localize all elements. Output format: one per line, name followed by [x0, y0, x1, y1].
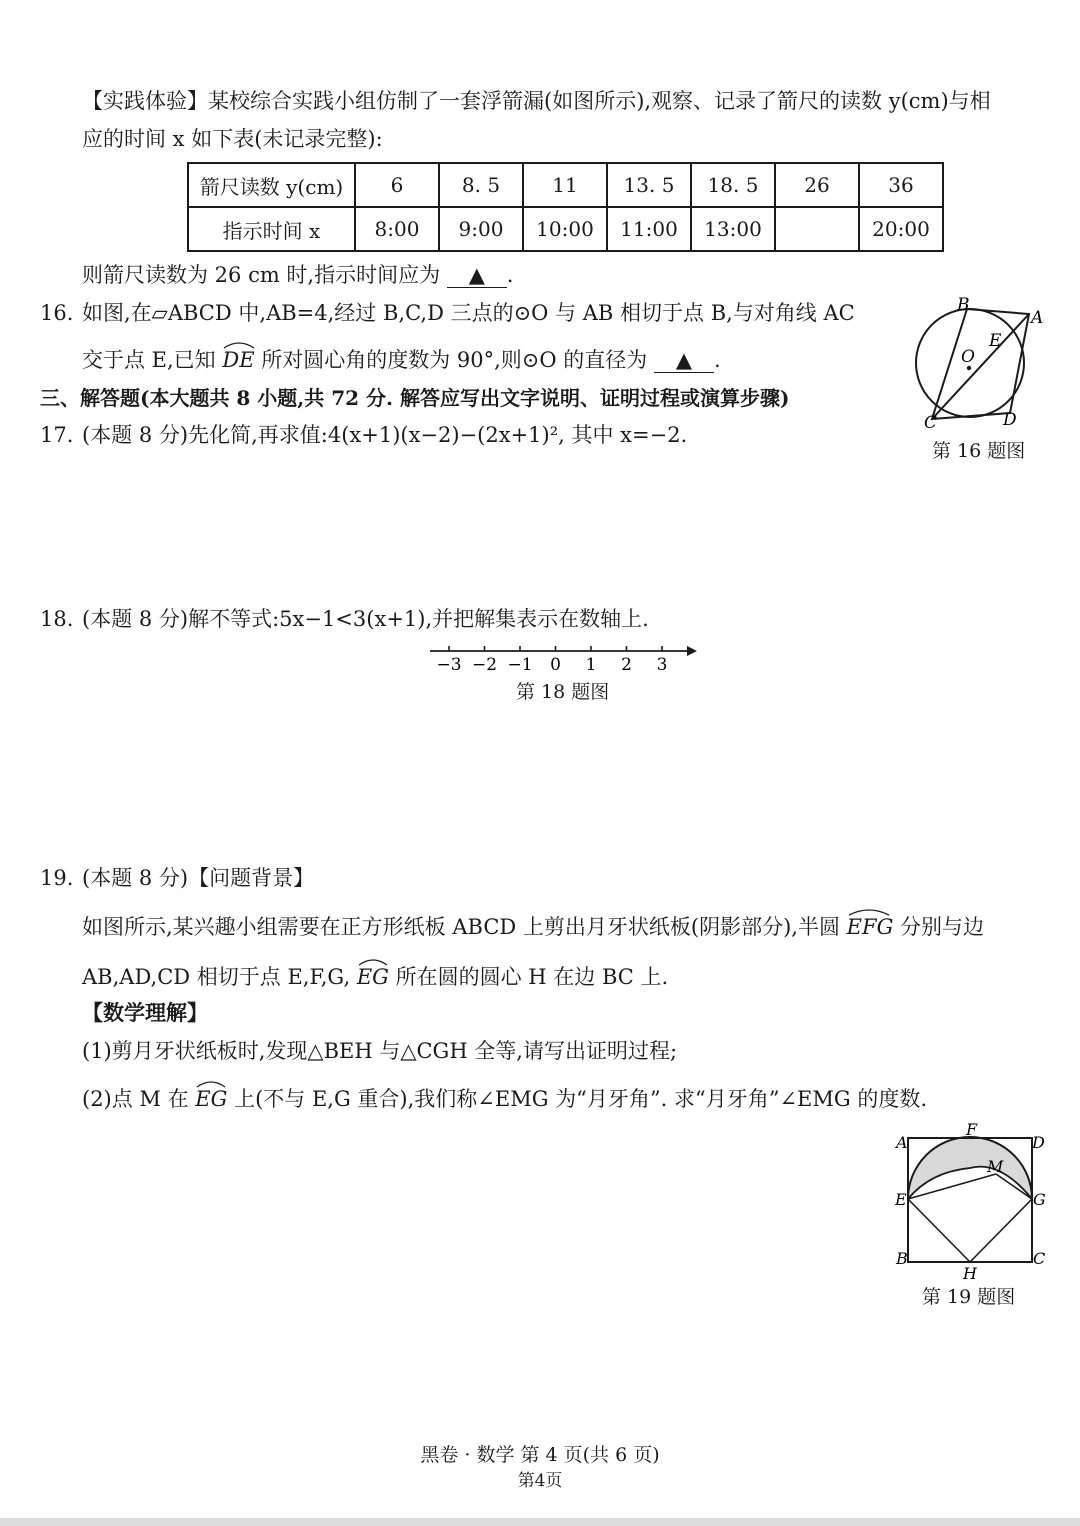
number-line-tick-label: −3 [436, 655, 462, 675]
label-e: E [989, 331, 1002, 351]
q16-caption: 第 16 题图 [932, 440, 1026, 462]
q19-number: 19. [40, 866, 74, 890]
q19-part2-post: 上(不与 E,G 重合),我们称∠EMG 为“月牙角”. 求“月牙角”∠EMG 的度数. [234, 1087, 928, 1111]
arc-text: DE [222, 348, 255, 372]
table-cell [775, 207, 859, 251]
number-line-tick-label: 1 [585, 655, 597, 675]
label-d: D [1032, 1133, 1045, 1152]
q19-para2 [82, 962, 668, 992]
q19-subsection: 【数学理解】 [82, 1000, 208, 1025]
table-cell: 20:00 [859, 207, 943, 251]
table-cell: 13. 5 [607, 163, 691, 207]
label-m: M [987, 1157, 1004, 1176]
practice-intro-line2: 应的时间 x 如下表(未记录完整): [82, 127, 383, 151]
table-cell: 13:00 [691, 207, 775, 251]
table-cell: 11 [523, 163, 607, 207]
answer-blank [654, 348, 714, 373]
practice-intro-line1: 【实践体验】某校综合实践小组仿制了一套浮箭漏(如图所示),观察、记录了箭尺的读数 y(cm)与相 [82, 89, 991, 113]
arc-text: EFG [846, 915, 894, 939]
answer-blank [447, 263, 507, 288]
q19-para2-post: 所在圆的圆心 H 在边 BC 上. [395, 965, 669, 989]
label-h: H [963, 1264, 977, 1282]
scan-edge [0, 1518, 1080, 1526]
number-line-tick-label: −1 [507, 655, 533, 675]
label-g: G [1033, 1190, 1046, 1209]
number-line-tick-label: 3 [656, 655, 668, 675]
label-f: F [966, 1122, 978, 1139]
q19-para1-post: 分别与边 [900, 915, 985, 939]
q19-para1 [82, 912, 984, 942]
table-cell: 18. 5 [691, 163, 775, 207]
arc-text: EG [195, 1087, 228, 1111]
arc-text: EG [356, 965, 389, 989]
q16-number: 16. [40, 301, 74, 325]
table-header-time: 指示时间 x [188, 207, 355, 251]
label-b: B [896, 1249, 908, 1268]
table-header-reading: 箭尺读数 y(cm) [188, 163, 355, 207]
arrow-right-icon [687, 646, 697, 656]
arc-label-eg [357, 962, 389, 992]
table-cell: 9:00 [439, 207, 523, 251]
q19-caption: 第 19 题图 [922, 1286, 1016, 1308]
q19-para1-pre: 如图所示,某兴趣小组需要在正方形纸板 ABCD 上剪出月牙状纸板(阴影部分),半圆 [82, 915, 840, 939]
q19-figure [890, 1122, 1050, 1282]
table-cell: 8. 5 [439, 163, 523, 207]
section-three-heading: 三、解答题(本大题共 8 小题,共 72 分. 解答应写出文字说明、证明过程或演算步骤) [40, 386, 790, 410]
arc-mark-icon [195, 1080, 227, 1088]
segment-hg [970, 1199, 1032, 1262]
q17-number: 17. [40, 423, 74, 447]
label-c: C [924, 413, 938, 433]
q19-head: (本题 8 分)【问题背景】 [82, 866, 315, 890]
q19-part2 [82, 1084, 927, 1114]
label-d: D [1003, 410, 1017, 430]
table-row [188, 163, 943, 207]
label-a: A [896, 1133, 908, 1152]
label-a: A [1031, 308, 1044, 328]
label-o: O [961, 347, 975, 367]
triangle-icon: ▲ [468, 263, 485, 287]
segment-eh [908, 1199, 970, 1262]
page-number: 第4页 [517, 1471, 563, 1491]
table-cell: 26 [775, 163, 859, 207]
q19-part2-pre: (2)点 M 在 [82, 1087, 189, 1111]
q19-para2-pre: AB,AD,CD 相切于点 E,F,G, [82, 965, 351, 989]
q16-line2-post: 所对圆心角的度数为 90°,则⊙O 的直径为 [261, 348, 648, 372]
q17-text: (本题 8 分)先化简,再求值:4(x+1)(x−2)−(2x+1)², 其中 x=−2. [82, 423, 688, 447]
arc-label-eg [195, 1084, 227, 1114]
arc-mark-icon [847, 908, 891, 916]
table-cell: 10:00 [523, 207, 607, 251]
number-line-tick-label: −2 [471, 655, 498, 675]
number-line-tick-label: 0 [550, 655, 561, 675]
label-e: E [895, 1190, 907, 1209]
label-b: B [957, 296, 970, 315]
practice-answer-text: 则箭尺读数为 26 cm 时,指示时间应为 [82, 263, 441, 287]
arc-label-efg [847, 912, 894, 942]
arc-label-de [222, 345, 254, 375]
table-cell: 6 [355, 163, 439, 207]
triangle-icon: ▲ [675, 348, 693, 372]
q16-line1: 如图,在▱ABCD 中,AB=4,经过 B,C,D 三点的⊙O 与 AB 相切于点 B,与对角线 AC [82, 301, 855, 325]
q19-part1: (1)剪月牙状纸板时,发现△BEH 与△CGH 全等,请写出证明过程; [82, 1039, 678, 1063]
table-cell: 36 [859, 163, 943, 207]
period: . [506, 263, 514, 287]
q16-line2 [82, 345, 721, 375]
table-row [188, 207, 943, 251]
page-footer: 黑卷 · 数学 第 4 页(共 6 页) [420, 1444, 660, 1466]
period: . [713, 348, 721, 372]
table-cell: 11:00 [607, 207, 691, 251]
arc-mark-icon [222, 341, 256, 349]
q16-line2-pre: 交于点 E,已知 [82, 348, 216, 372]
arc-mark-icon [357, 958, 389, 966]
practice-answer-line [82, 260, 513, 290]
q18-caption: 第 18 题图 [516, 681, 610, 703]
number-line-tick-label: 2 [621, 655, 632, 675]
number-line-figure [425, 638, 705, 678]
diagonal-ac [932, 314, 1029, 419]
reading-table [187, 162, 944, 252]
q18-number: 18. [40, 607, 74, 631]
q18-text: (本题 8 分)解不等式:5x−1<3(x+1),并把解集表示在数轴上. [82, 607, 649, 631]
label-c: C [1033, 1249, 1046, 1268]
table-cell: 8:00 [355, 207, 439, 251]
q16-figure [905, 296, 1045, 436]
